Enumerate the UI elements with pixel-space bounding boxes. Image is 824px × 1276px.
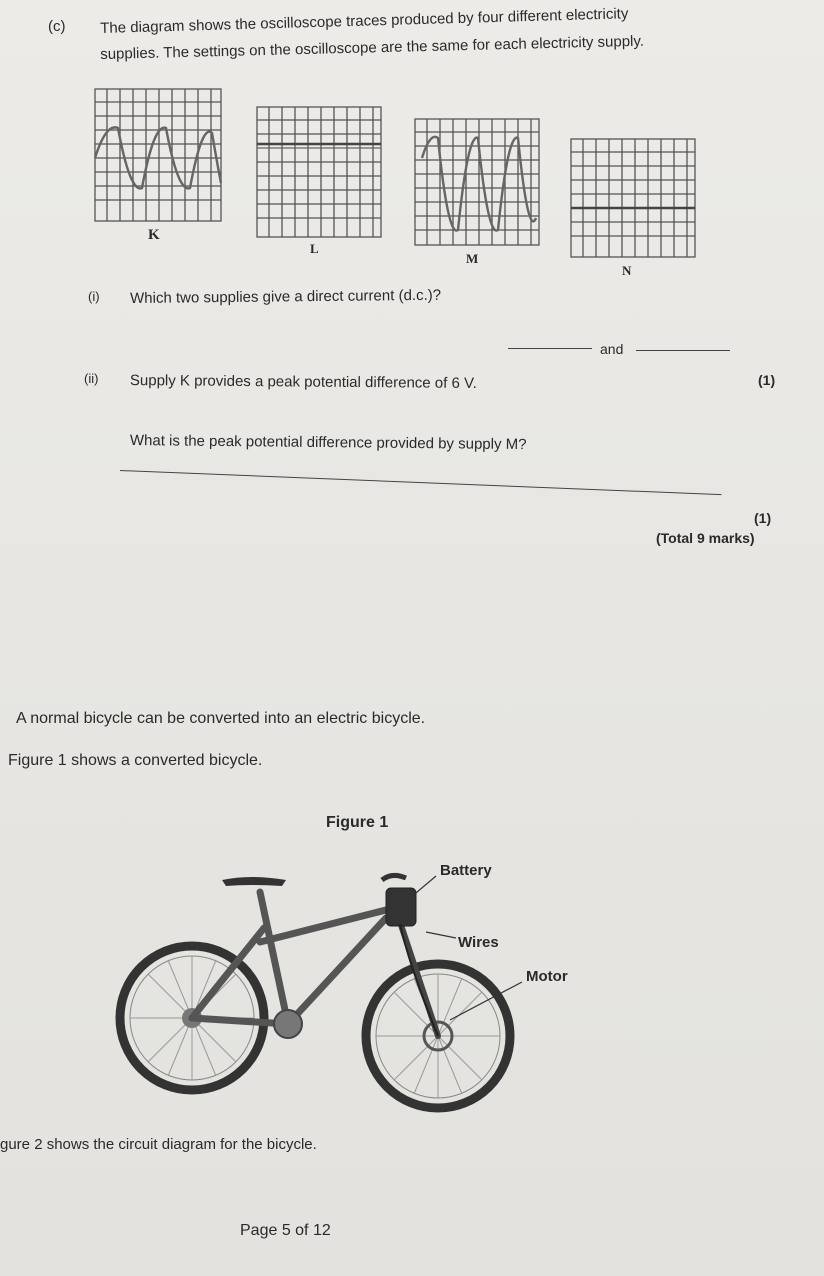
- question-c-label: (c): [48, 18, 66, 35]
- label-battery: Battery: [440, 862, 492, 879]
- part-i-label: (i): [88, 289, 100, 304]
- figure2-reference: gure 2 shows the circuit diagram for the bicycle.: [0, 1136, 317, 1153]
- figure1-reference: Figure 1 shows a converted bicycle.: [8, 752, 263, 769]
- bicycle-illustration: [110, 858, 530, 1120]
- bicycle-intro: A normal bicycle can be converted into an electric bicycle.: [16, 710, 426, 727]
- oscilloscope-n-label: N: [622, 263, 632, 278]
- part-ii-label: (ii): [84, 371, 99, 386]
- answer-line-1[interactable]: [508, 348, 592, 349]
- oscilloscope-n: [570, 138, 696, 258]
- oscilloscope-l-label: L: [310, 241, 319, 256]
- part-ii-question: What is the peak potential difference provided by supply M?: [129, 432, 527, 454]
- figure1-title: Figure 1: [326, 814, 389, 831]
- part-ii-marks: (1): [754, 510, 772, 526]
- answer-line-3[interactable]: [120, 470, 722, 495]
- label-wires: Wires: [458, 934, 499, 951]
- part-i-marks: (1): [758, 372, 776, 388]
- part-i-question: Which two supplies give a direct current (d.c.)?: [130, 286, 442, 307]
- oscilloscope-k-label: K: [148, 227, 160, 243]
- label-motor: Motor: [526, 968, 568, 985]
- oscilloscope-m: [414, 118, 540, 246]
- oscilloscope-l: [256, 106, 382, 238]
- part-i-and: and: [600, 341, 624, 357]
- part-ii-statement: Supply K provides a peak potential difference of 6 V.: [129, 372, 477, 393]
- question-c-intro-line2: supplies. The settings on the oscilloscope are the same for each electricity supply.: [100, 32, 645, 63]
- page-number: Page 5 of 12: [240, 1222, 331, 1239]
- answer-line-2[interactable]: [636, 350, 730, 351]
- question-c-intro-line1: The diagram shows the oscilloscope traces produced by four different electricity: [100, 5, 629, 37]
- oscilloscope-k: [94, 88, 222, 222]
- oscilloscope-m-label: M: [466, 251, 479, 266]
- total-marks: (Total 9 marks): [656, 530, 755, 546]
